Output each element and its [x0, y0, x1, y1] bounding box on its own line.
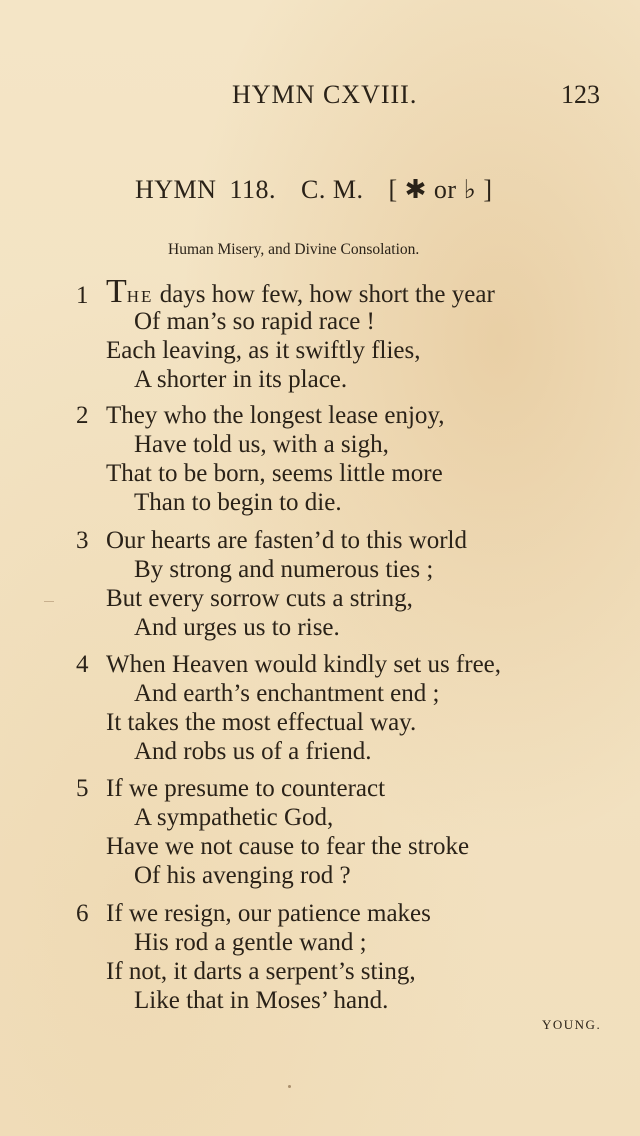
stanza-line: If not, it darts a serpent’s sting,: [106, 958, 416, 985]
stanza-line: They who the longest lease enjoy,: [106, 402, 445, 429]
stanza-line: His rod a gentle wand ;: [134, 929, 367, 956]
hymn-number: 118.: [229, 175, 276, 204]
paper-speck: [288, 1085, 291, 1088]
stanza-number: 6: [76, 900, 89, 927]
stanza-line: Than to begin to die.: [134, 489, 342, 516]
page-number: 123: [561, 80, 600, 109]
stanza-line: And earth’s enchantment end ;: [134, 680, 440, 707]
drop-cap: T: [106, 273, 127, 310]
stanza-line: If we resign, our patience makes: [106, 900, 431, 927]
hymn-meter: C. M.: [301, 175, 364, 204]
stanza-line: That to be born, seems little more: [106, 460, 443, 487]
stanza-number: 2: [76, 402, 89, 429]
stanza-line: It takes the most effectual way.: [106, 709, 417, 736]
hymn-subtitle: Human Misery, and Divine Consolation.: [168, 241, 420, 258]
stanza-line: But every sorrow cuts a string,: [106, 585, 413, 612]
stanza-line: Have we not cause to fear the stroke: [106, 833, 470, 860]
stanza-line: If we presume to counteract: [106, 775, 386, 802]
stanza-line: Our hearts are fasten’d to this world: [106, 527, 467, 554]
hymn-heading: [135, 175, 493, 205]
stanza-number: 3: [76, 527, 89, 554]
hymn-key-mark: [ ✱ or ♭ ]: [388, 175, 493, 204]
hymn-label: HYMN: [135, 175, 217, 204]
small-caps: HE: [126, 287, 154, 306]
stanza-line: Of man’s so rapid race !: [134, 308, 375, 335]
stanza-number: 4: [76, 651, 89, 678]
stanza-line: Each leaving, as it swiftly flies,: [106, 337, 421, 364]
stanza-line: Like that in Moses’ hand.: [134, 987, 389, 1014]
stanza-line: When Heaven would kindly set us free,: [106, 651, 502, 678]
stanza-line: Of his avenging rod ?: [134, 862, 351, 889]
stanza-line: And robs us of a friend.: [134, 738, 372, 765]
stanza-number: 5: [76, 775, 89, 802]
stanza-line: By strong and numerous ties ;: [134, 556, 434, 583]
stanza-line: A sympathetic God,: [134, 804, 334, 831]
stanza-line: And urges us to rise.: [134, 614, 340, 641]
paper-speck: [44, 601, 54, 602]
stanza-line: A shorter in its place.: [134, 366, 348, 393]
stanza-line: Have told us, with a sigh,: [134, 431, 389, 458]
stanza-number: 1: [76, 282, 89, 309]
stanza-line: [106, 275, 495, 309]
author-attribution: YOUNG.: [542, 1017, 602, 1032]
stanza-line-text: days how few, how short the year: [153, 281, 495, 308]
running-head-title: HYMN CXVIII.: [232, 80, 418, 109]
